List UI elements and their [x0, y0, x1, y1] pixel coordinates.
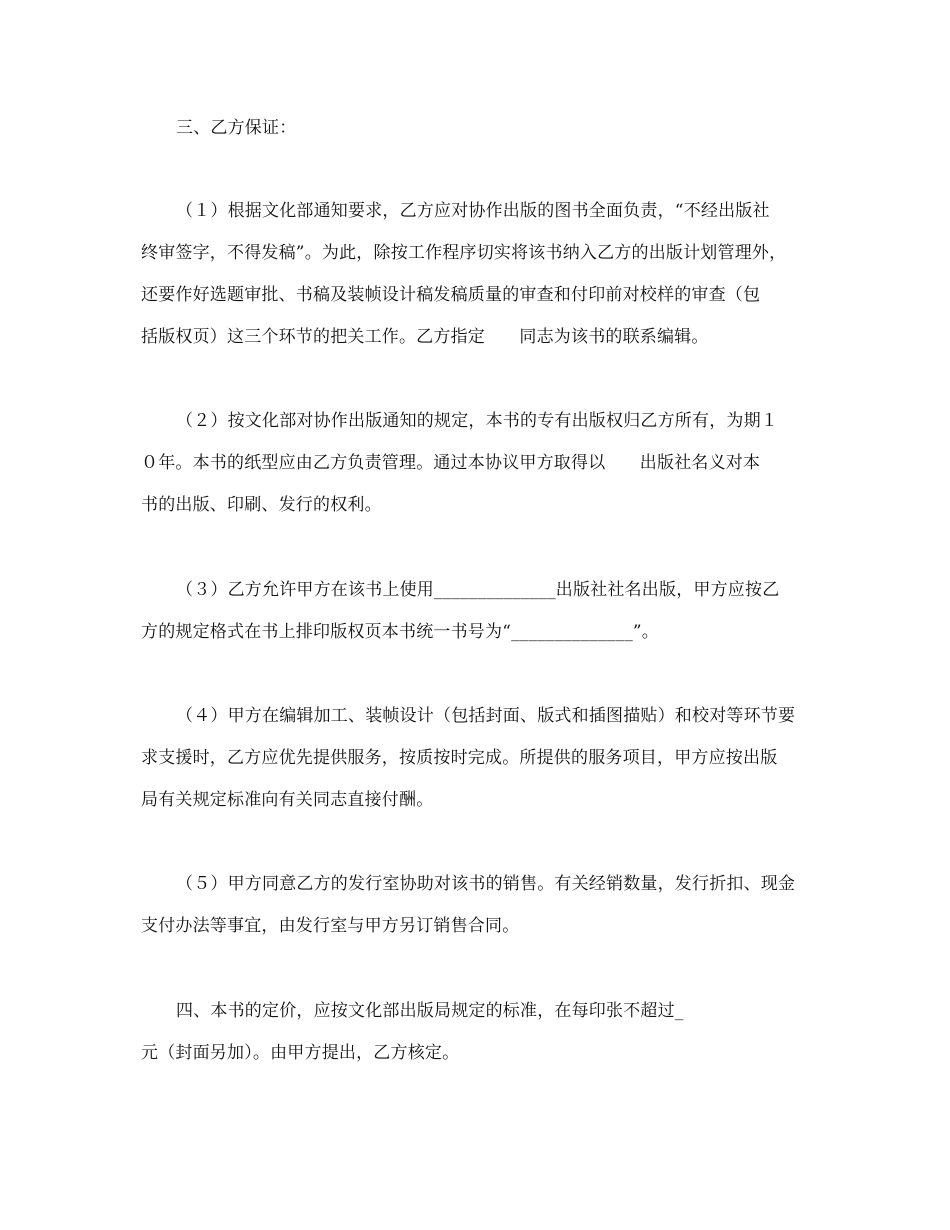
clause-1-line-2: 终审签字，不得发稿”。为此，除按工作程序切实将该书纳入乙方的出版计划管理外， — [141, 243, 787, 263]
clause-2-line-3: 书的出版、印刷、发行的权利。 — [141, 495, 382, 515]
section-heading-3: 三、乙方保证： — [176, 118, 297, 138]
clause-5-line-1: （５）甲方同意乙方的发行室协助对该书的销售。有关经销数量，发行折扣、现金 — [176, 874, 796, 894]
clause-2-line-2: ０年。本书的纸型应由乙方负责管理。通过本协议甲方取得以 出版社名义对本 — [141, 453, 761, 473]
clause-1-line-1: （１）根据文化部通知要求，乙方应对协作出版的图书全面负责，“不经出版社 — [176, 201, 770, 221]
clause-2-line-1: （２）按文化部对协作出版通知的规定，本书的专有出版权归乙方所有，为期１ — [176, 411, 778, 431]
clause-1-line-3: 还要作好选题审批、书稿及装帧设计稿发稿质量的审查和付印前对校样的审查（包 — [141, 285, 761, 305]
clause-3-line-2: 方的规定格式在书上排印版权页本书统一书号为“______________”。 — [141, 622, 659, 642]
clause-4-line-3: 局有关规定标准向有关同志直接付酬。 — [141, 790, 434, 810]
section-4-line-2: 元（封面另加）。由甲方提出，乙方核定。 — [141, 1043, 460, 1063]
clause-3-line-1: （３）乙方允许甲方在该书上使用______________出版社社名出版，甲方应按乙 — [176, 580, 780, 600]
section-4-line-1: 四、本书的定价，应按文化部出版局规定的标准，在每印张不超过_ — [176, 1001, 684, 1021]
clause-5-line-2: 支付办法等事宜，由发行室与甲方另订销售合同。 — [141, 916, 520, 936]
clause-4-line-1: （４）甲方在编辑加工、装帧设计（包括封面、版式和插图描贴）和校对等环节要 — [176, 706, 796, 726]
clause-1-line-4: 括版权页）这三个环节的把关工作。乙方指定 同志为该书的联系编辑。 — [141, 327, 709, 347]
clause-4-line-2: 求支援时，乙方应优先提供服务，按质按时完成。所提供的服务项目，甲方应按出版 — [141, 748, 778, 768]
